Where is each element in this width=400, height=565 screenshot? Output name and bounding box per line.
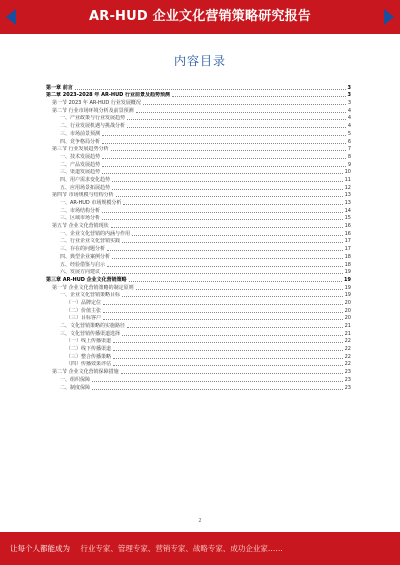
toc-entry-page: 13	[344, 200, 351, 206]
toc-leader-dots	[112, 189, 343, 190]
toc-leader-dots	[127, 119, 346, 120]
toc-entry-page: 22	[344, 353, 351, 360]
toc-leader-dots	[113, 365, 343, 366]
toc-entry-label: 三、市场前景预测	[60, 130, 101, 137]
toc-entry-page: 20	[344, 315, 351, 322]
toc-entry-label: 第二章 2023-2028 年 AR-HUD 行业前景及趋势预测	[46, 92, 171, 99]
toc-entry-page: 19	[344, 292, 351, 299]
toc-entry[interactable]	[46, 376, 351, 384]
toc-entry[interactable]	[46, 315, 351, 323]
toc-entry-label: （二）线下传播渠道	[66, 346, 112, 353]
toc-leader-dots	[111, 150, 346, 151]
toc-entry-label: （三）整合传播策略	[66, 353, 112, 360]
toc-entry[interactable]	[46, 199, 351, 207]
toc-entry-page: 13	[344, 192, 351, 199]
toc-entry-page: 22	[344, 361, 351, 368]
toc-entry-page: 17	[344, 238, 351, 245]
toc-entry-label: （三）目标客户	[66, 315, 102, 322]
toc-entry-page: 19	[344, 276, 351, 283]
toc-entry[interactable]	[46, 322, 351, 330]
toc-entry-page: 12	[344, 184, 351, 191]
toc-leader-dots	[107, 266, 343, 267]
toc-entry-page: 3	[347, 100, 351, 107]
toc-entry[interactable]	[46, 284, 351, 292]
toc-leader-dots	[92, 381, 343, 382]
toc-leader-dots	[102, 173, 343, 174]
toc-leader-dots	[113, 358, 343, 359]
toc-leader-dots	[122, 296, 343, 297]
toc-entry-label: 三、区域市场分析	[60, 215, 101, 222]
toc-leader-dots	[136, 289, 343, 290]
toc-entry[interactable]	[46, 107, 351, 115]
toc-leader-dots	[112, 181, 343, 182]
toc-entry[interactable]	[46, 261, 351, 269]
toc-entry[interactable]	[46, 276, 351, 284]
toc-entry[interactable]	[46, 176, 351, 184]
toc-entry[interactable]	[46, 253, 351, 261]
toc-entry-page: 18	[344, 261, 351, 268]
toc-leader-dots	[107, 250, 343, 251]
toc-entry[interactable]	[46, 299, 351, 307]
toc-entry-label: 一、组织保障	[60, 376, 91, 383]
toc-leader-dots	[129, 281, 342, 282]
toc-entry-page: 22	[344, 338, 351, 345]
toc-entry[interactable]	[46, 307, 351, 315]
toc-entry[interactable]	[46, 130, 351, 138]
toc-leader-dots	[113, 350, 343, 351]
footer-roles: 行业专家、管理专家、营销专家、战略专家、成功企业家……	[80, 544, 283, 553]
toc-leader-dots	[116, 196, 343, 197]
toc-entry-label: 第四节 市场规模与结构分析	[52, 192, 114, 199]
toc-entry-page: 23	[344, 369, 351, 376]
toc-entry[interactable]	[46, 361, 351, 369]
toc-entry[interactable]	[46, 192, 351, 200]
toc-leader-dots	[122, 335, 343, 336]
toc-entry[interactable]	[46, 292, 351, 300]
toc-entry[interactable]	[46, 169, 351, 177]
toc-entry-page: 19	[344, 269, 351, 276]
toc-entry[interactable]	[46, 353, 351, 361]
toc-entry-label: 五、应用场景拓展趋势	[60, 184, 111, 191]
toc-entry[interactable]	[46, 245, 351, 253]
toc-leader-dots	[127, 327, 343, 328]
toc-entry-label: 第一节 2023 年 AR-HUD 行业发展概况	[52, 100, 141, 107]
toc-entry-page: 16	[344, 223, 351, 230]
toc-entry-label: 四、用户需求变化趋势	[60, 176, 111, 183]
toc-entry[interactable]	[46, 153, 351, 161]
toc-leader-dots	[127, 127, 346, 128]
toc-entry-page: 21	[344, 323, 351, 329]
toc-entry-page: 9	[347, 161, 351, 168]
toc-entry-label: 一、技术发展趋势	[60, 153, 101, 160]
toc-entry-page: 14	[344, 207, 351, 214]
toc-entry-page: 4	[347, 107, 351, 114]
toc-entry-label: （四）传播效果评估	[66, 361, 112, 368]
toc-entry-page: 11	[344, 176, 351, 183]
toc-entry-label: 二、文化营销策略的实施路径	[60, 323, 126, 329]
toc-heading: 内容目录	[173, 54, 226, 68]
toc-entry[interactable]	[46, 345, 351, 353]
toc-entry-label: 第三节 行业发展趋势分析	[52, 146, 109, 153]
toc-entry-label: 一、企业文化营销的内涵与作用	[60, 230, 131, 237]
toc-entry-label: 三、存在的问题分析	[60, 246, 106, 253]
toc-entry-label: 二、产品发展趋势	[60, 161, 101, 168]
toc-entry-label: 五、经验借鉴与启示	[60, 261, 106, 268]
toc-entry-page: 8	[347, 153, 351, 160]
toc-entry-page: 6	[347, 138, 351, 145]
toc-entry-label: 一、产业政策与行业发展趋势	[60, 115, 126, 122]
toc-entry-page: 4	[347, 123, 351, 130]
toc-leader-dots	[103, 304, 343, 305]
toc-leader-dots	[102, 219, 343, 220]
toc-entry[interactable]	[46, 138, 351, 146]
toc-entry[interactable]	[46, 92, 351, 100]
toc-entry[interactable]	[46, 161, 351, 169]
toc-entry[interactable]	[46, 338, 351, 346]
toc-entry-page: 4	[347, 115, 351, 122]
toc-entry-label: 二、制度保障	[60, 384, 91, 391]
toc-entry-page: 5	[347, 130, 351, 137]
toc-leader-dots	[102, 166, 346, 167]
toc-entry-page: 16	[344, 230, 351, 237]
toc-entry-label: 第二节 企业文化营销保障措施	[52, 369, 119, 376]
toc-entry-page: 7	[347, 146, 351, 153]
toc-entry-page: 21	[344, 330, 351, 337]
toc-entry-label: （二）价值主张	[66, 307, 102, 314]
toc-leader-dots	[111, 227, 343, 228]
toc-entry[interactable]	[46, 384, 351, 392]
toc-entry-page: 19	[344, 284, 351, 291]
toc-entry[interactable]	[46, 269, 351, 277]
toc-leader-dots	[103, 319, 343, 320]
toc-entry[interactable]	[46, 215, 351, 223]
toc-leader-dots	[102, 143, 346, 144]
toc-entry-label: 四、典型企业案例分析	[60, 253, 111, 260]
toc-entry-label: （一）品牌定位	[66, 299, 102, 306]
toc-entry[interactable]	[46, 84, 351, 92]
toc-entry-page: 20	[344, 307, 351, 314]
toc-entry[interactable]	[46, 330, 351, 338]
toc-entry-label: 一、AR-HUD 市场规模分析	[60, 200, 122, 206]
toc-leader-dots	[122, 242, 343, 243]
toc-leader-dots	[123, 204, 342, 205]
toc-entry-page: 23	[344, 384, 351, 391]
toc-leader-dots	[102, 135, 346, 136]
toc-entry-label: （一）线上传播渠道	[66, 338, 112, 345]
toc-leader-dots	[172, 96, 345, 97]
toc-leader-dots	[103, 312, 343, 313]
toc-leader-dots	[102, 273, 343, 274]
toc-entry-label: 第五节 企业文化营销现状	[52, 223, 109, 230]
toc-entry[interactable]	[46, 222, 351, 230]
toc-leader-dots	[75, 89, 346, 90]
toc-entry-label: 三、文化营销传播渠道选择	[60, 330, 121, 337]
toc-entry-label: 一、企业文化营销策略目标	[60, 292, 121, 299]
toc-leader-dots	[112, 258, 343, 259]
toc-entry[interactable]	[46, 99, 351, 107]
toc-leader-dots	[143, 104, 346, 105]
toc-entry-page: 20	[344, 299, 351, 306]
toc-entry[interactable]	[46, 207, 351, 215]
toc-leader-dots	[121, 373, 343, 374]
toc-entry-label: 二、行业发展机遇与挑战分析	[60, 123, 126, 130]
toc-entry-page: 3	[347, 84, 351, 91]
toc-entry-label: 二、行业企业文化营销实践	[60, 238, 121, 245]
toc-leader-dots	[132, 235, 343, 236]
toc-leader-dots	[136, 112, 346, 113]
toc-entry[interactable]	[46, 122, 351, 130]
toc-leader-dots	[102, 212, 343, 213]
toc-entry[interactable]	[46, 230, 351, 238]
toc-entry-label: 三、渠道发展趋势	[60, 169, 101, 176]
toc-entry[interactable]	[46, 368, 351, 376]
toc-entry[interactable]	[46, 115, 351, 123]
toc-entry-page: 18	[344, 253, 351, 260]
toc-entry-label: 第一节 企业文化营销策略的制定原则	[52, 284, 134, 291]
toc-entry-page: 3	[347, 92, 351, 99]
toc-entry[interactable]	[46, 238, 351, 246]
toc-entry-label: 四、竞争格局分析	[60, 138, 101, 145]
toc-entry-page: 10	[344, 169, 351, 176]
toc-entry-page: 15	[344, 215, 351, 222]
toc-leader-dots	[102, 158, 346, 159]
toc-entry-page: 17	[344, 246, 351, 253]
table-of-contents	[46, 84, 351, 392]
toc-entry-label: 第三章 AR-HUD 企业文化营销策略	[46, 276, 127, 283]
toc-entry-label: 六、发展方向建议	[60, 269, 101, 276]
toc-entry-label: 第二节 行业市场环境分析及前景预测	[52, 107, 134, 114]
footer-lead: 让每个人都能成为	[10, 544, 70, 553]
footer-slogan	[10, 532, 390, 565]
toc-leader-dots	[113, 342, 343, 343]
page-number: 2	[198, 518, 202, 524]
toc-entry[interactable]	[46, 184, 351, 192]
toc-entry[interactable]	[46, 146, 351, 154]
toc-entry-page: 22	[344, 346, 351, 353]
document-title: AR-HUD 企业文化营销策略研究报告	[88, 9, 312, 24]
toc-entry-label: 二、市场结构分析	[60, 207, 101, 214]
toc-leader-dots	[92, 389, 343, 390]
toc-entry-page: 23	[344, 376, 351, 383]
toc-entry-label: 第一章 前言	[46, 84, 73, 91]
